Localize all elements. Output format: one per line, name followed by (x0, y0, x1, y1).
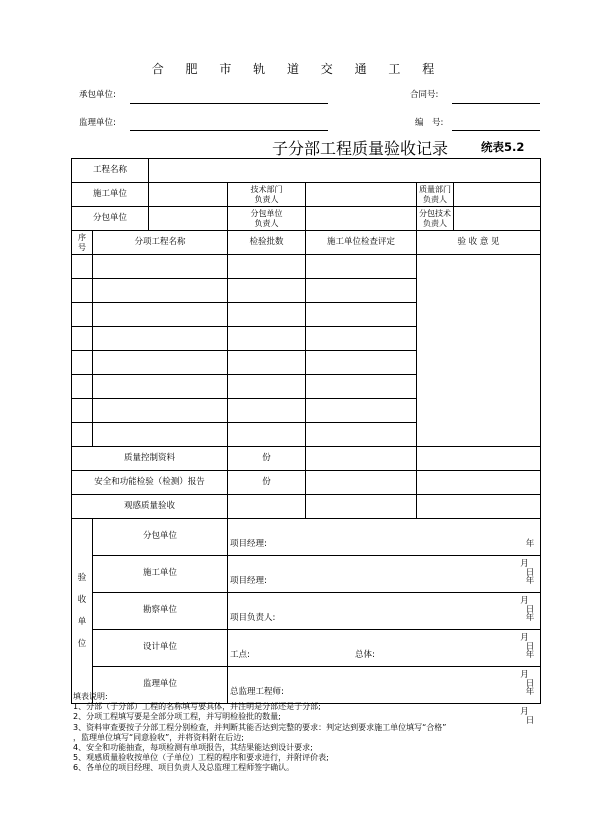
quality-docs-row (72, 447, 541, 471)
sign-date[interactable]: 年月日 (520, 687, 535, 727)
batches-cell[interactable] (228, 399, 306, 423)
safety-check-check[interactable] (306, 471, 417, 495)
project-name-value[interactable] (149, 159, 541, 183)
sign-date[interactable]: 年月日 (520, 650, 535, 690)
seq-cell[interactable] (72, 279, 93, 303)
opinion-header: 验 收 意 见 (417, 231, 541, 255)
table-row (72, 255, 541, 279)
serial-no-field[interactable] (452, 130, 540, 131)
sub-tech-label: 分包技术 负责人 (417, 207, 454, 231)
signer-label: 项目负责人: (230, 613, 276, 623)
column-header-row (72, 231, 541, 255)
self-check-cell[interactable] (306, 327, 417, 351)
tech-head-label: 技术部门 负责人 (228, 183, 306, 207)
supervisor-field[interactable] (130, 130, 328, 131)
note-line: 2、分项工程填写要是全部分项工程，并写明检验批的数量; (73, 712, 281, 722)
unit-name: 施工单位 (93, 556, 228, 593)
quality-head-label: 质量部门 负责人 (417, 183, 454, 207)
note-line: 6、各单位的项目经理、项目负责人及总监理工程师签字确认。 (73, 763, 295, 773)
self-check-cell[interactable] (306, 303, 417, 327)
unit-name: 勘察单位 (93, 593, 228, 630)
appearance-opinion[interactable] (417, 495, 541, 519)
appearance-spacer (228, 495, 306, 519)
project-name-label: 工程名称 (72, 159, 149, 183)
sign-date[interactable]: 年月日 (520, 576, 535, 616)
subcontractor-value[interactable] (149, 207, 228, 231)
form-title: 子分部工程质量验收记录 (272, 139, 449, 158)
item-cell[interactable] (93, 303, 228, 327)
seq-cell[interactable] (72, 255, 93, 279)
safety-check-copies: 份 (228, 471, 306, 495)
unit-name: 分包单位 (93, 519, 228, 556)
notes-heading: 填表说明: (73, 692, 108, 701)
serial-no-label: 编 号: (415, 118, 444, 128)
seq-cell[interactable] (72, 327, 93, 351)
project-name-row (72, 159, 541, 183)
self-check-cell[interactable] (306, 375, 417, 399)
acceptance-units-label: 验 收 单 位 (72, 519, 93, 704)
item-cell[interactable] (93, 399, 228, 423)
item-cell[interactable] (93, 375, 228, 399)
batches-cell[interactable] (228, 303, 306, 327)
contractor-label: 承包单位: (79, 90, 116, 100)
note-line: ，监理单位填写“同意验收”，并将资料附在后边; (73, 732, 244, 742)
quality-docs-copies: 份 (228, 447, 306, 471)
subcontractor-label: 分包单位 (72, 207, 149, 231)
safety-check-opinion[interactable] (417, 471, 541, 495)
self-check-cell[interactable] (306, 279, 417, 303)
organization-title: 合 肥 市 轨 道 交 通 工 程 (151, 62, 444, 76)
tech-head-value[interactable] (306, 183, 417, 207)
opinion-cell[interactable] (417, 255, 541, 447)
note-line: 1、分部（子分部）工程的名称填写要具体，并注明是分部还是子分部; (73, 702, 321, 712)
self-check-header: 施工单位检查评定 (306, 231, 417, 255)
unit-signature-cell[interactable] (228, 593, 541, 653)
sub-tech-value[interactable] (454, 207, 541, 231)
item-cell[interactable] (93, 327, 228, 351)
quality-docs-label: 质量控制资料 (72, 447, 228, 471)
safety-check-row (72, 471, 541, 495)
sub-head-value[interactable] (306, 207, 417, 231)
signer-label: 项目经理: (230, 576, 267, 586)
signer-label: 项目经理: (230, 539, 267, 549)
batches-cell[interactable] (228, 351, 306, 375)
contract-no-field[interactable] (452, 103, 540, 104)
note-line: 4、安全和功能抽查，每项检测有单项报告，其结果能达到设计要求; (73, 743, 313, 753)
quality-docs-check[interactable] (306, 447, 417, 471)
seq-cell[interactable] (72, 351, 93, 375)
sub-head-label: 分包单位 负责人 (228, 207, 306, 231)
form-notes (73, 692, 446, 774)
batches-cell[interactable] (228, 423, 306, 447)
self-check-cell[interactable] (306, 255, 417, 279)
seq-cell[interactable] (72, 423, 93, 447)
appearance-check[interactable] (306, 495, 417, 519)
contract-no-label: 合同号: (410, 90, 439, 100)
safety-check-label: 安全和功能检验（检测）报告 (72, 471, 228, 495)
seq-cell[interactable] (72, 375, 93, 399)
supervisor-label: 监理单位: (79, 118, 116, 128)
batches-header: 检验批数 (228, 231, 306, 255)
item-cell[interactable] (93, 423, 228, 447)
item-cell[interactable] (93, 255, 228, 279)
form-code: 统表5.2 (481, 140, 525, 154)
unit-name: 监理单位 (93, 667, 228, 704)
contractor-field[interactable] (130, 103, 328, 104)
unit-signature-cell[interactable] (228, 630, 541, 690)
sign-date[interactable]: 年月日 (520, 613, 535, 653)
sig-row-construction (72, 556, 541, 593)
seq-header: 序 号 (72, 231, 93, 255)
batches-cell[interactable] (228, 279, 306, 303)
sign-date[interactable]: 年月日 (520, 539, 535, 579)
sig-row-survey (72, 593, 541, 630)
signer-label: 总监理工程师: (230, 687, 284, 697)
construction-unit-label: 施工单位 (72, 183, 149, 207)
unit-signature-cell[interactable] (228, 556, 541, 616)
subcontractor-row (72, 207, 541, 231)
batches-cell[interactable] (228, 327, 306, 351)
overall-label: 总体: (355, 650, 375, 660)
signer-label: 工点: (230, 650, 250, 660)
seq-cell[interactable] (72, 399, 93, 423)
unit-signature-cell[interactable] (228, 519, 541, 579)
sig-row-design (72, 630, 541, 667)
self-check-cell[interactable] (306, 399, 417, 423)
batches-cell[interactable] (228, 255, 306, 279)
note-line: 3、资料审查要按子分部工程分别检查，并判断其能否达到完整的要求：判定达到要求施工单位填写“合格” (73, 722, 447, 732)
construction-unit-value[interactable] (149, 183, 228, 207)
unit-name: 设计单位 (93, 630, 228, 667)
seq-cell[interactable] (72, 303, 93, 327)
sig-row-subcontractor (72, 519, 541, 556)
item-cell[interactable] (93, 279, 228, 303)
quality-head-value[interactable] (454, 183, 541, 207)
appearance-row (72, 495, 541, 519)
item-header: 分项工程名称 (93, 231, 228, 255)
quality-docs-opinion[interactable] (417, 447, 541, 471)
item-cell[interactable] (93, 351, 228, 375)
self-check-cell[interactable] (306, 423, 417, 447)
appearance-label: 观感质量验收 (72, 495, 228, 519)
construction-unit-row (72, 183, 541, 207)
note-line: 5、观感质量验收按单位（子单位）工程的程序和要求进行，并附评价表; (73, 753, 329, 763)
self-check-cell[interactable] (306, 351, 417, 375)
batches-cell[interactable] (228, 375, 306, 399)
